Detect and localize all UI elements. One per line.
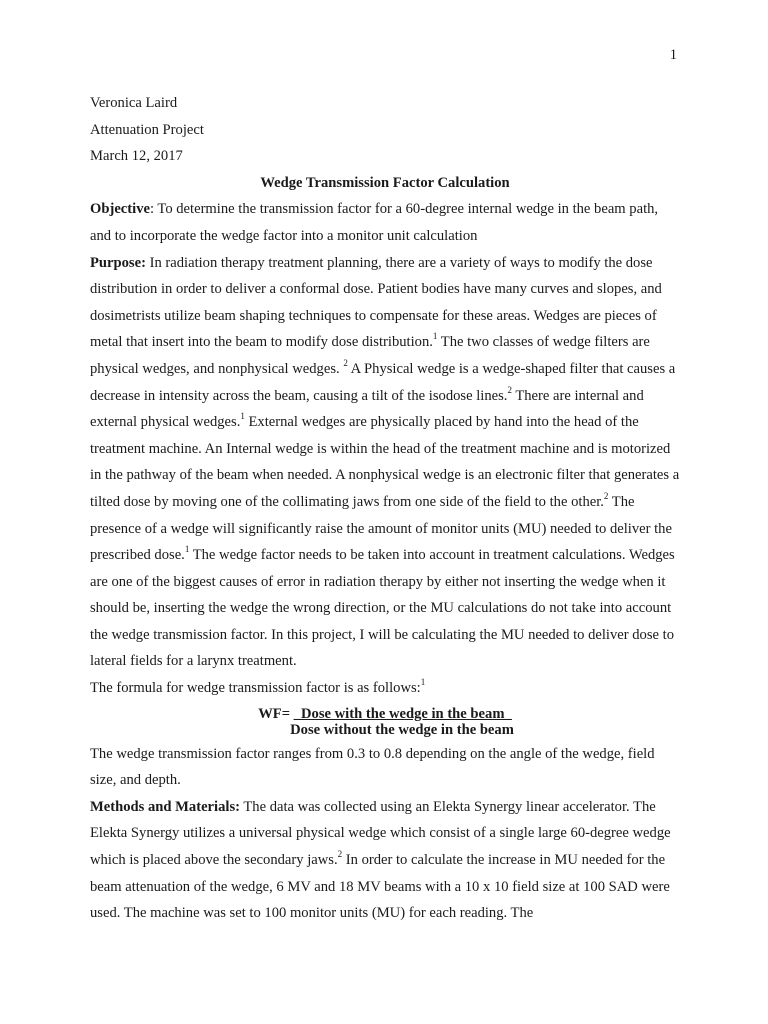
objective-paragraph	[90, 196, 680, 249]
range-paragraph: The wedge transmission factor ranges from 0.3 to 0.8 depending on the angle of the wedge, field size, and depth.	[90, 745, 655, 789]
formula-lhs: WF=	[258, 705, 294, 722]
citation-marker: 2	[337, 849, 343, 860]
author-name: Veronica Laird	[90, 95, 178, 111]
citation-marker: 2	[507, 384, 512, 395]
document-body	[90, 90, 680, 927]
methods-text: In order to calculate the increase in MU needed for the beam attenuation of the wedge, 6 MV and 18 MV beams with a 10 x 10 field size at 100 SAD were used. The machine was set to 100 monitor units (MU) for each reading. The	[90, 852, 670, 922]
project-name: Attenuation Project	[90, 121, 204, 138]
objective-label: Objective	[90, 201, 150, 218]
formula-numerator: _Dose with the wedge in the beam_	[293, 705, 512, 722]
purpose-text: The presence of a wedge will significantly raise the amount of monitor units (MU) needed to deliver the prescribed dose.	[90, 493, 672, 564]
methods-label: Methods and Materials:	[90, 798, 240, 815]
purpose-text: There are internal and external physical wedges.	[90, 387, 644, 431]
purpose-text: In radiation therapy treatment planning, there are a variety of ways to modify the dose distribution in order to deliver a conformal dose. Patient bodies have many curves and slopes, and dosimetrists utilize beam shaping techniques to compensate for these areas. Wedges are pieces of metal that insert into the beam to modify dose distribution.	[90, 254, 662, 351]
page-number: 1	[669, 47, 677, 63]
citation-marker: 1	[432, 331, 438, 342]
methods-paragraph	[90, 794, 680, 927]
citation-marker: 1	[420, 677, 426, 688]
citation-marker: 1	[184, 544, 190, 555]
purpose-text: The wedge factor needs to be taken into account in treatment calculations. Wedges are one of the biggest causes of error in radiation therapy by either not inserting the wedge when it should be, inserting the wedge the wrong direction, or the MU calculations do not take into account the wedge transmission factor. In this project, I will be calculating the MU needed to deliver dose to lateral fields for a larynx treatment.	[90, 547, 675, 670]
document-date: March 12, 2017	[90, 148, 183, 165]
citation-marker: 1	[240, 411, 245, 422]
purpose-paragraph	[90, 250, 680, 676]
methods-text: The data was collected using an Elekta Synergy linear accelerator. The Elekta Synergy utilizes a universal physical wedge which consist of a single large 60-degree wedge which is placed above the secondary jaws.	[90, 798, 671, 869]
document-title: Wedge Transmission Factor Calculation	[260, 174, 510, 191]
citation-marker: 2	[343, 358, 348, 369]
formula-denominator: Dose without the wedge in the beam	[290, 722, 514, 739]
formula-numerator-line	[90, 706, 680, 723]
citation-marker: 2	[603, 491, 609, 502]
purpose-label: Purpose:	[90, 254, 146, 271]
formula-intro-text: The formula for wedge transmission factor is as follows:	[90, 680, 421, 697]
formula-intro	[90, 675, 680, 702]
purpose-text: A Physical wedge is a wedge-shaped filter that causes a decrease in intensity across the beam, causing a tilt of the isodose lines.	[90, 360, 676, 404]
purpose-text: The two classes of wedge filters are physical wedges, and nonphysical wedges.	[90, 334, 650, 377]
wedge-factor-formula	[90, 706, 680, 739]
purpose-text: External wedges are physically placed by hand into the head of the treatment machine. An Internal wedge is within the head of the treatment machine and is motorized in the pathway of the beam when needed. A nonphysical wedge is an electronic filter that generates a tilted dose by moving one of the collimating jaws from one side of the field to the other.	[90, 414, 680, 510]
objective-text: : To determine the transmission factor for a 60-degree internal wedge in the beam path, and to incorporate the wedge factor into a monitor unit calculation	[90, 201, 659, 244]
